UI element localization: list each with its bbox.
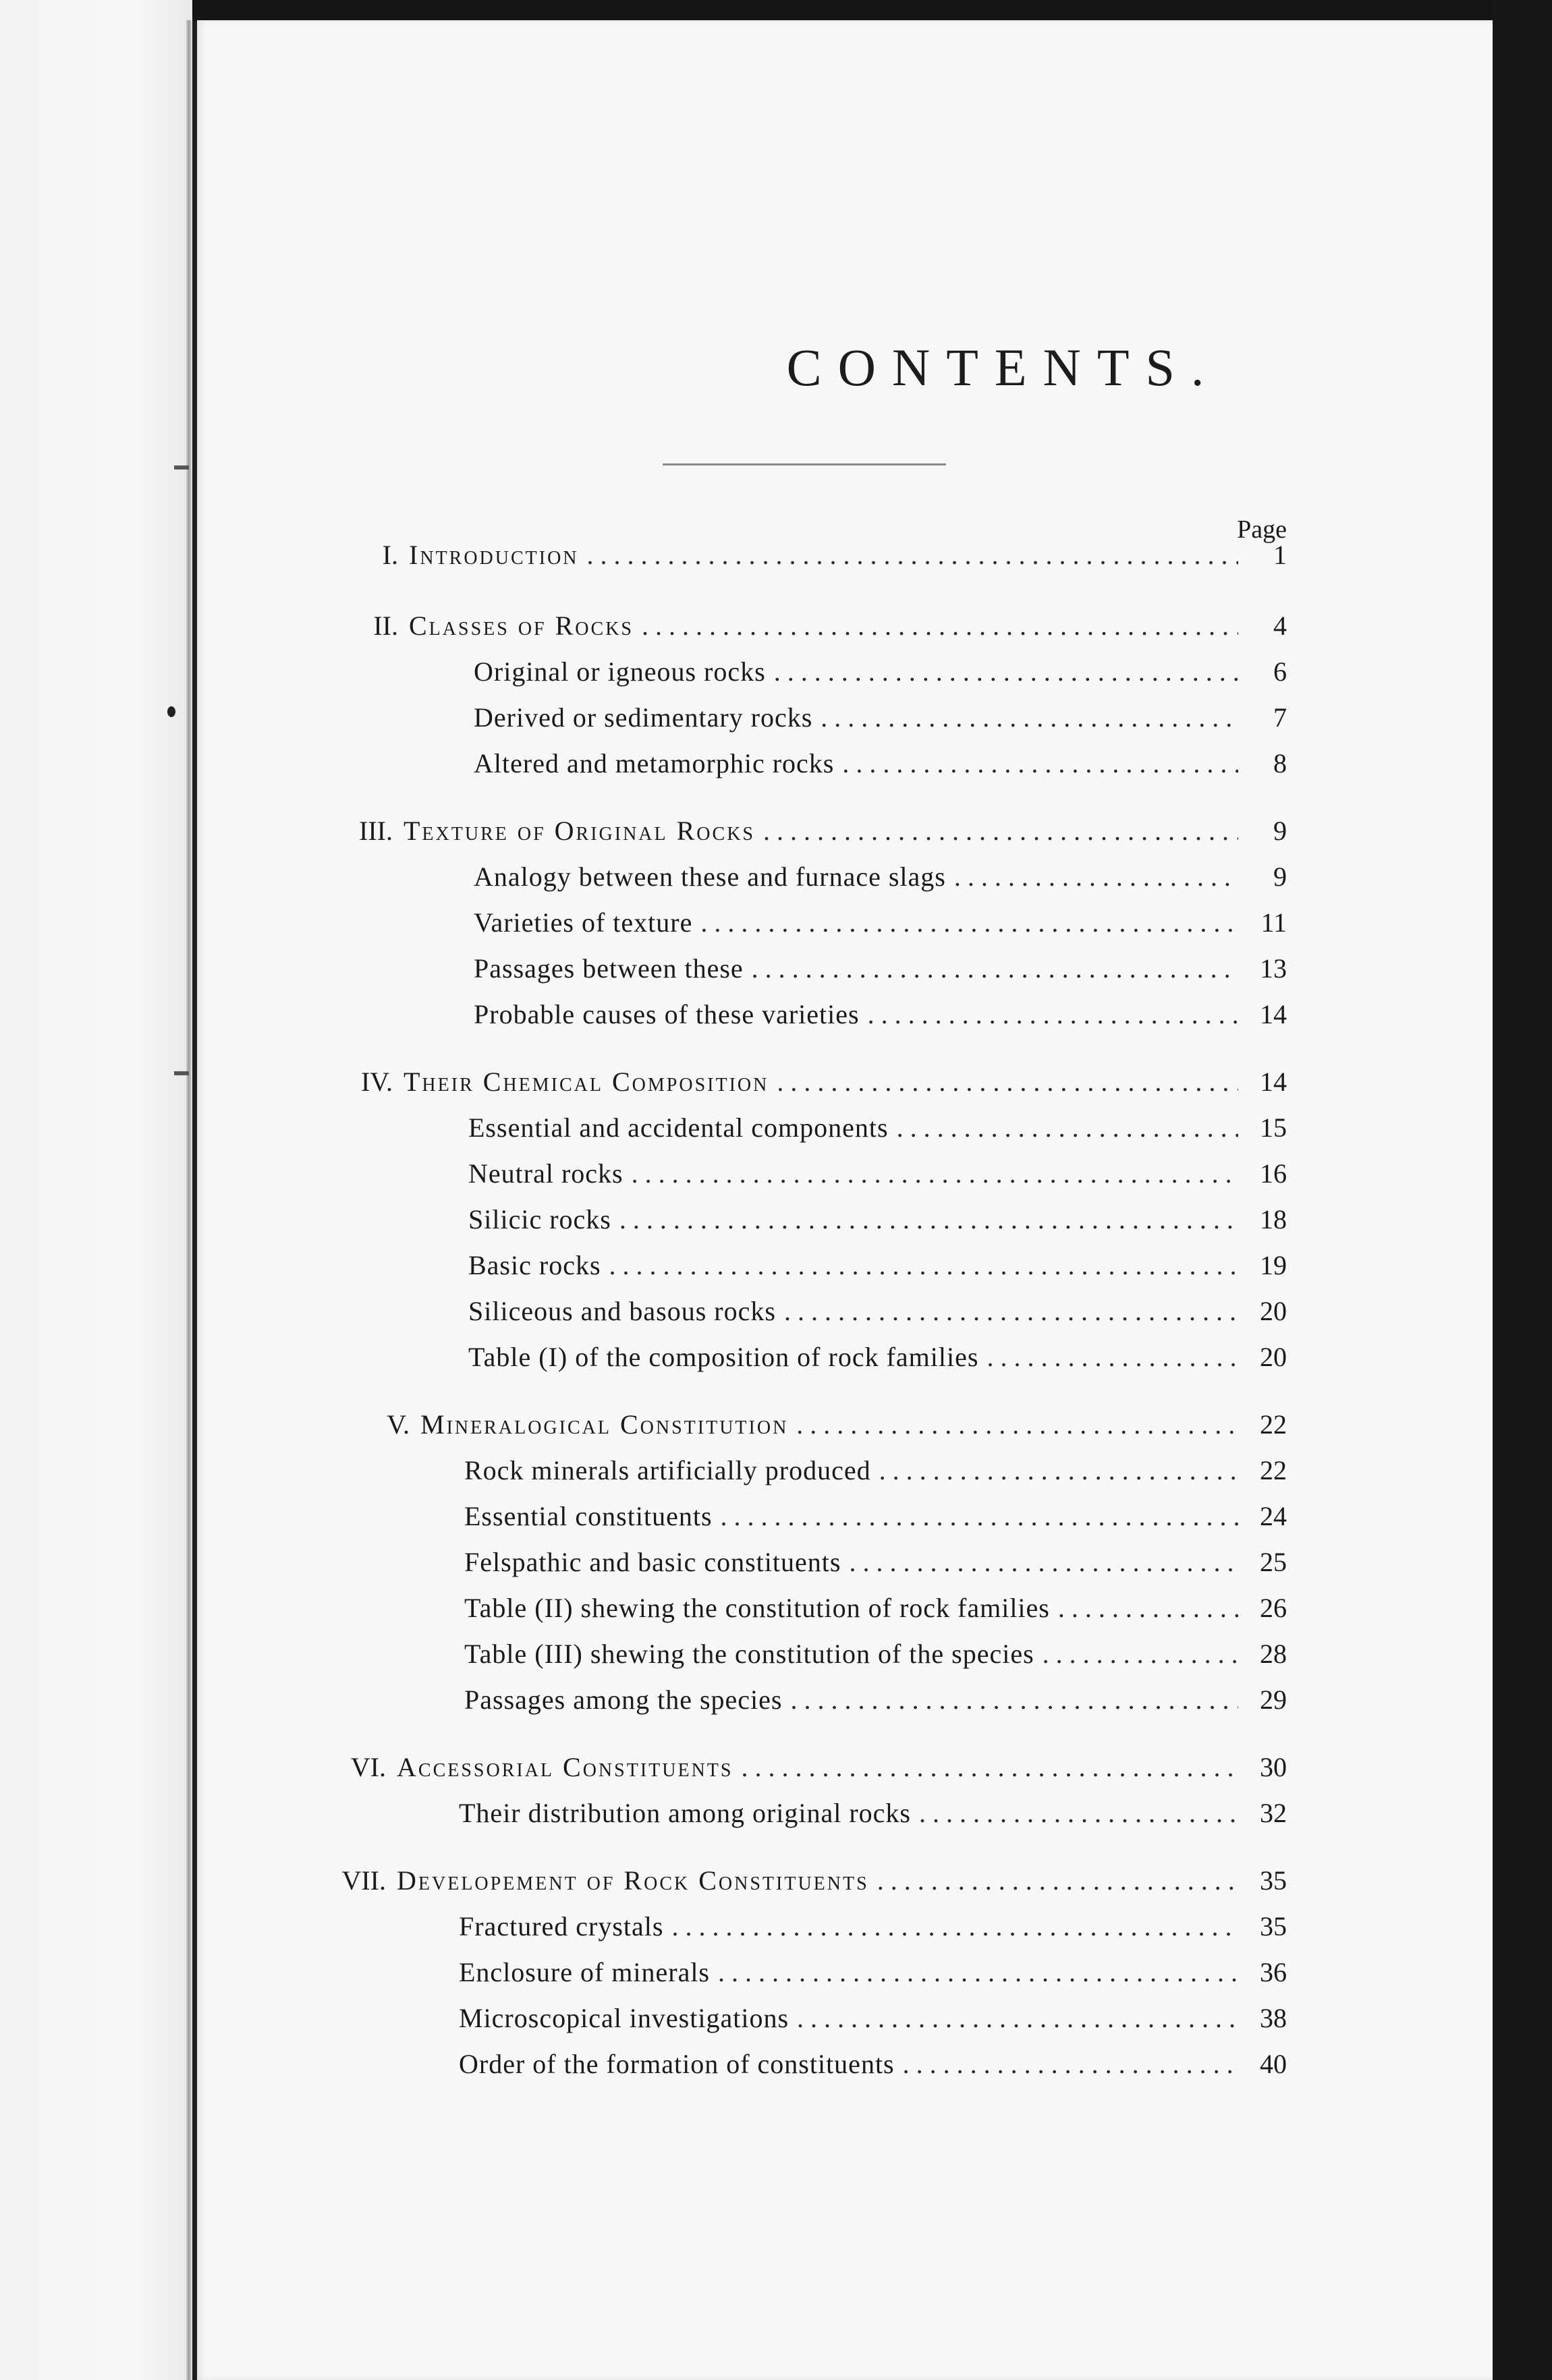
toc-subentry [464, 1634, 1287, 1674]
dot-leader [721, 1496, 1238, 1537]
toc-entry-title: Their Chemical Composition [404, 1067, 769, 1097]
toc-subentry [468, 1199, 1287, 1240]
contents-heading: CONTENTS. [786, 338, 1221, 397]
toc-entry-title: Enclosure of minerals [459, 1957, 710, 1987]
toc-entry-title: Fractured crystals [459, 1911, 664, 1942]
toc-page-number: 32 [1260, 1798, 1287, 1828]
toc-page-number: 20 [1260, 1342, 1287, 1372]
toc-page-number: 22 [1260, 1455, 1287, 1485]
toc-subentry [474, 948, 1287, 989]
dot-leader [700, 903, 1238, 943]
dot-leader [790, 1680, 1238, 1720]
binding-gutter [0, 0, 192, 2380]
document-page [197, 20, 1493, 2380]
scan-mark [174, 1071, 189, 1075]
toc-entry-title: Original or igneous rocks [474, 656, 766, 687]
toc-page-number: 14 [1260, 999, 1287, 1029]
toc-page-number: 7 [1273, 702, 1287, 733]
toc-subentry [474, 857, 1287, 897]
dot-leader [619, 1199, 1238, 1240]
toc-chapter-number: VI. [350, 1752, 386, 1782]
toc-subentry [474, 994, 1287, 1035]
toc-page-number: 26 [1260, 1593, 1287, 1623]
dot-leader [777, 1062, 1238, 1102]
ink-spot [167, 706, 175, 717]
toc-entry-title: Their distribution among original rocks [459, 1798, 911, 1828]
toc-subentry [468, 1108, 1287, 1148]
toc-section-entry [345, 811, 1287, 851]
toc-page-number: 8 [1273, 748, 1287, 778]
toc-entry-title: Basic rocks [468, 1250, 601, 1280]
toc-entry-title: Essential and accidental components [468, 1112, 889, 1143]
toc-page-number: 9 [1273, 816, 1287, 846]
toc-page-number: 29 [1260, 1684, 1287, 1715]
toc-page-number: 16 [1260, 1158, 1287, 1189]
toc-entry-title: Table (III) shewing the constitution of the species [464, 1639, 1034, 1669]
toc-subentry [464, 1496, 1287, 1537]
dot-leader [849, 1542, 1238, 1583]
toc-page-number: 18 [1260, 1204, 1287, 1235]
toc-page-number: 35 [1260, 1911, 1287, 1942]
toc-entry-title: Table (I) of the composition of rock families [468, 1342, 979, 1372]
toc-chapter-number: I. [382, 540, 398, 570]
toc-entry-title: Developement of Rock Constituents [397, 1865, 869, 1896]
toc-entry-title: Mineralogical Constitution [420, 1409, 789, 1440]
dot-leader [671, 1906, 1238, 1947]
dot-leader [632, 1154, 1238, 1194]
dot-leader [1058, 1588, 1238, 1628]
toc-entry-title: Texture of Original Rocks [404, 816, 755, 846]
toc-subentry [459, 1906, 1287, 1947]
page-column-label: Page [1237, 515, 1287, 544]
toc-entry-title: Order of the formation of constituents [459, 2049, 895, 2079]
toc-entry-title: Felspathic and basic constituents [464, 1547, 841, 1577]
toc-subentry [464, 1588, 1287, 1628]
page-fold [186, 20, 192, 2380]
dot-leader [842, 743, 1238, 784]
toc-section-entry [351, 535, 1287, 575]
dot-leader [877, 1861, 1238, 1901]
dot-leader [774, 652, 1238, 692]
toc-entry-title: Rock minerals artificially produced [464, 1455, 871, 1485]
toc-page-number: 28 [1260, 1639, 1287, 1669]
toc-entry-title: Essential constituents [464, 1501, 713, 1531]
toc-entry-title: Silicic rocks [468, 1204, 611, 1235]
toc-page-number: 22 [1260, 1409, 1287, 1440]
scan-mark [174, 465, 189, 470]
toc-page-number: 19 [1260, 1250, 1287, 1280]
toc-chapter-number: II. [373, 611, 398, 641]
toc-subentry [468, 1337, 1287, 1378]
toc-chapter-number: VII. [341, 1865, 386, 1896]
dot-leader [609, 1245, 1238, 1286]
toc-chapter-number: V. [387, 1409, 410, 1440]
toc-entry-title: Table (II) shewing the constitution of rock families [464, 1593, 1050, 1623]
toc-page-number: 4 [1273, 611, 1287, 641]
toc-section-entry [345, 1062, 1287, 1102]
toc-chapter-number: III. [359, 816, 393, 846]
toc-subentry [459, 1793, 1287, 1834]
toc-entry-title: Passages among the species [464, 1684, 783, 1715]
scan-right-edge [1493, 0, 1552, 2380]
toc-entry-title: Microscopical investigations [459, 2003, 789, 2033]
toc-page-number: 30 [1260, 1752, 1287, 1782]
toc-page-number: 13 [1260, 953, 1287, 984]
toc-entry-title: Classes of Rocks [409, 611, 634, 641]
dot-leader [919, 1793, 1238, 1834]
toc-subentry [464, 1450, 1287, 1491]
toc-entry-title: Altered and metamorphic rocks [474, 748, 835, 778]
toc-subentry [464, 1680, 1287, 1720]
toc-page-number: 20 [1260, 1296, 1287, 1326]
dot-leader [718, 1952, 1238, 1993]
toc-page-number: 36 [1260, 1957, 1287, 1987]
toc-subentry [459, 1998, 1287, 2039]
toc-page-number: 1 [1273, 540, 1287, 570]
toc-page-number: 35 [1260, 1865, 1287, 1896]
dot-leader [741, 1747, 1238, 1788]
toc-page-number: 9 [1273, 861, 1287, 892]
toc-page-number: 11 [1260, 907, 1287, 938]
toc-page-number: 24 [1260, 1501, 1287, 1531]
toc-page-number: 14 [1260, 1067, 1287, 1097]
toc-chapter-number: IV. [360, 1067, 393, 1097]
dot-leader [763, 811, 1238, 851]
toc-page-number: 6 [1273, 656, 1287, 687]
toc-entry-title: Probable causes of these varieties [474, 999, 860, 1029]
toc-subentry [474, 903, 1287, 943]
toc-entry-title: Introduction [409, 540, 579, 570]
toc-page-number: 40 [1260, 2049, 1287, 2079]
toc-subentry [468, 1245, 1287, 1286]
toc-subentry [468, 1291, 1287, 1332]
toc-entry-title: Accessorial Constituents [397, 1752, 733, 1782]
toc-section-entry [339, 1747, 1287, 1788]
toc-entry-title: Passages between these [474, 953, 744, 984]
dot-leader [796, 1405, 1238, 1445]
dot-leader [954, 857, 1238, 897]
dot-leader [1043, 1634, 1238, 1674]
dot-leader [752, 948, 1238, 989]
dot-leader [903, 2044, 1238, 2085]
toc-subentry [459, 2044, 1287, 2085]
table-of-contents [197, 20, 1493, 2380]
toc-entry-title: Derived or sedimentary rocks [474, 702, 813, 733]
toc-page-number: 38 [1260, 2003, 1287, 2033]
toc-page-number: 15 [1260, 1112, 1287, 1143]
toc-subentry [459, 1952, 1287, 1993]
scan-top-edge [0, 0, 1552, 22]
toc-entry-title: Varieties of texture [474, 907, 693, 938]
toc-section-entry [351, 606, 1287, 646]
toc-subentry [464, 1542, 1287, 1583]
toc-page-number: 25 [1260, 1547, 1287, 1577]
dot-leader [987, 1337, 1238, 1378]
toc-subentry [468, 1154, 1287, 1194]
toc-subentry [474, 743, 1287, 784]
dot-leader [868, 994, 1238, 1035]
toc-section-entry [362, 1405, 1287, 1445]
dot-leader [879, 1450, 1238, 1491]
dot-leader [821, 698, 1238, 738]
toc-entry-title: Neutral rocks [468, 1158, 623, 1189]
toc-entry-title: Siliceous and basous rocks [468, 1296, 776, 1326]
toc-subentry [474, 698, 1287, 738]
dot-leader [797, 1998, 1238, 2039]
dot-leader [897, 1108, 1238, 1148]
dot-leader [587, 535, 1238, 575]
dot-leader [784, 1291, 1238, 1332]
toc-entry-title: Analogy between these and furnace slags [474, 861, 946, 892]
dot-leader [642, 606, 1238, 646]
toc-section-entry [339, 1861, 1287, 1901]
toc-subentry [474, 652, 1287, 692]
